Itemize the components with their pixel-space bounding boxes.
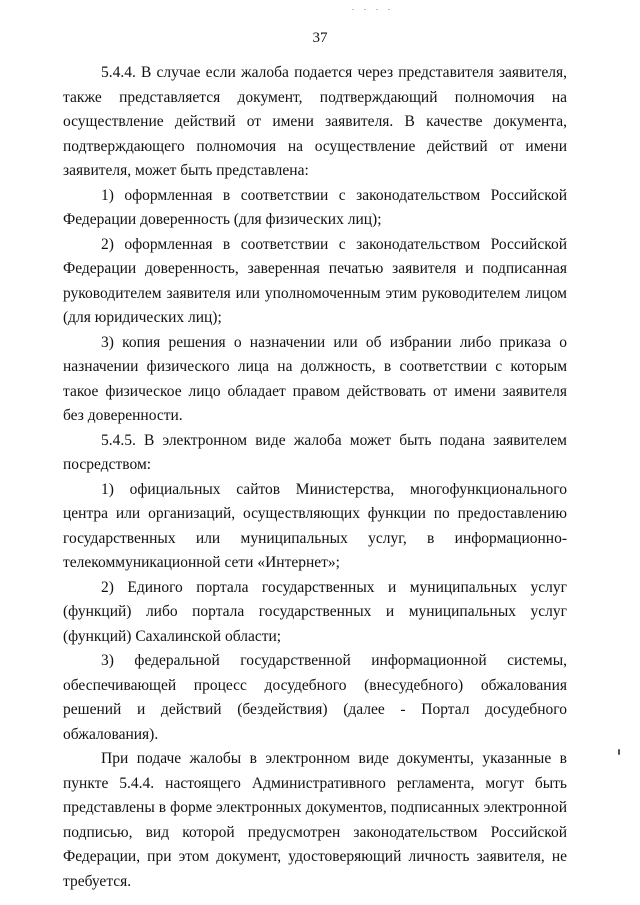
document-body: [63, 61, 567, 894]
paragraph-item-2-unified-portal: 2) Единого портала государственных и муниципальных услуг (функций) либо портала государственных и муниципальных услуг (функций) Сахалинской области;: [63, 578, 567, 645]
scan-artifact-mark: [618, 749, 620, 755]
paragraph-item-1-official-sites: 1) официальных сайтов Министерства, многофункционального центра или организаций, осуществляющих функции по предоставлению государственных или муниципальных услуг, в информационно-телекоммуникационной сети «Интернет»;: [63, 480, 567, 571]
paragraph-item-1-individuals: 1) оформленная в соответствии с законодательством Российской Федерации доверенность (для физических лиц);: [63, 186, 567, 228]
paragraph-item-3-federal-system: 3) федеральной государственной информационной системы, обеспечивающей процесс досудебного (внесудебного) обжалования решений и действий (бездействия) (далее - Портал досудебного обжалования).: [63, 652, 567, 743]
paragraph-5-4-5: 5.4.5. В электронном виде жалоба может быть подана заявителем посредством:: [63, 431, 567, 473]
paragraph-item-3-appointment-copy: 3) копия решения о назначении или об избрании либо приказа о назначении физического лица на должность, в соответствии с которым такое физическое лицо обладает правом действовать от имени заявителя без доверенности.: [63, 333, 567, 424]
page-number: 37: [312, 30, 328, 46]
scan-artifact-dots: [352, 9, 392, 11]
paragraph-5-4-4: 5.4.4. В случае если жалоба подается через представителя заявителя, также представляется документ, подтверждающий полномочия на осуществление действий от имени заявителя. В качестве документа, подтверждающего полномочия на осуществление действий от имени заявителя, может быть представлена:: [63, 64, 567, 179]
paragraph-item-2-legal-entities: 2) оформленная в соответствии с законодательством Российской Федерации доверенность, заверенная печатью заявителя и подписанная руководителем заявителя или уполномоченным этим руководителем лицом (для юридических лиц);: [63, 235, 567, 326]
paragraph-electronic-submission: При подаче жалобы в электронном виде документы, указанные в пункте 5.4.4. настоящего Административного регламента, могут быть представлены в форме электронных документов, подписанных электронной подписью, вид которой предусмотрен законодательством Российской Федерации, при этом документ, удостоверяющий личность заявителя, не требуется.: [63, 750, 567, 890]
